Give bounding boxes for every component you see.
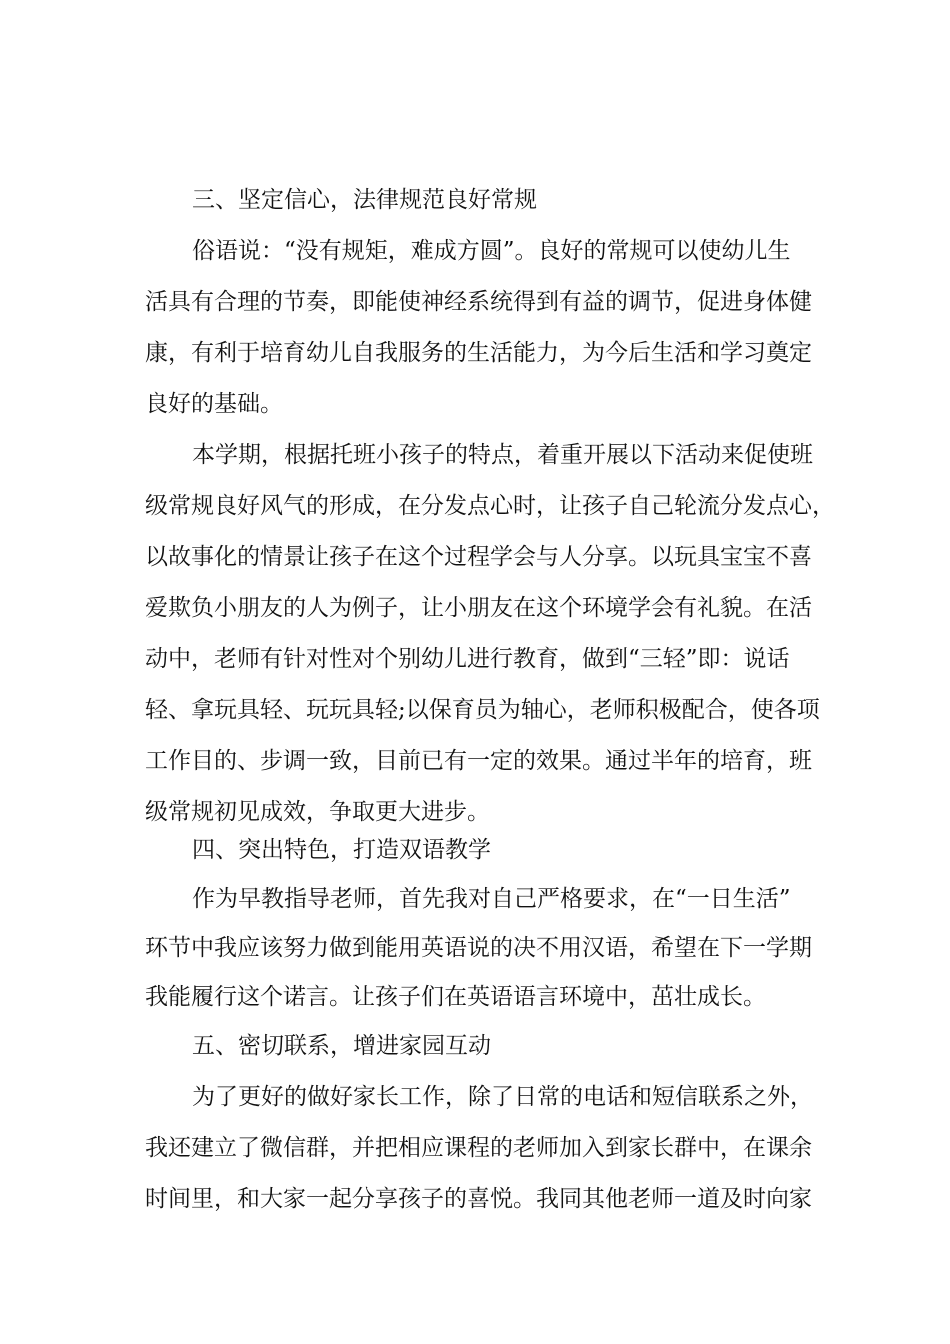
paragraph-line: 作为早教指导老师，首先我对自己严格要求，在“一日生活”: [192, 886, 791, 912]
section-heading-4: 四、突出特色，打造双语教学: [192, 837, 491, 863]
paragraph-line: 工作目的、步调一致，目前已有一定的效果。通过半年的培育，班: [145, 748, 812, 774]
paragraph-line: 本学期，根据托班小孩子的特点，着重开展以下活动来促使班: [192, 442, 813, 468]
paragraph-line: 级常规良好风气的形成，在分发点心时，让孩子自己轮流分发点心，: [145, 493, 835, 519]
paragraph-line: 我能履行这个诺言。让孩子们在英语语言环境中，茁壮成长。: [145, 984, 766, 1010]
paragraph-line: 俗语说：“没有规矩，难成方圆”。良好的常规可以使幼儿生: [192, 238, 791, 264]
paragraph-line: 为了更好的做好家长工作，除了日常的电话和短信联系之外，: [192, 1084, 813, 1110]
section-heading-5: 五、密切联系，增进家园互动: [192, 1033, 491, 1059]
paragraph-line: 级常规初见成效，争取更大进步。: [145, 799, 490, 825]
paragraph-line: 良好的基础。: [145, 391, 283, 417]
paragraph-line: 我还建立了微信群，并把相应课程的老师加入到家长群中，在课余: [145, 1135, 812, 1161]
paragraph-line: 轻、拿玩具轻、玩玩具轻;以保育员为轴心，老师积极配合，使各项: [145, 697, 820, 723]
paragraph-line: 康，有利于培育幼儿自我服务的生活能力，为今后生活和学习奠定: [145, 340, 812, 366]
paragraph-line: 环节中我应该努力做到能用英语说的决不用汉语，希望在下一学期: [145, 935, 812, 961]
paragraph-line: 活具有合理的节奏，即能使神经系统得到有益的调节，促进身体健: [145, 289, 812, 315]
paragraph-line: 时间里，和大家一起分享孩子的喜悦。我同其他老师一道及时向家: [145, 1186, 812, 1212]
paragraph-line: 爱欺负小朋友的人为例子，让小朋友在这个环境学会有礼貌。在活: [145, 595, 812, 621]
section-heading-3: 三、坚定信心，法律规范良好常规: [192, 187, 537, 213]
paragraph-line: 动中，老师有针对性对个别幼儿进行教育，做到“三轻”即：说话: [145, 646, 790, 672]
paragraph-line: 以故事化的情景让孩子在这个过程学会与人分享。以玩具宝宝不喜: [145, 544, 812, 570]
